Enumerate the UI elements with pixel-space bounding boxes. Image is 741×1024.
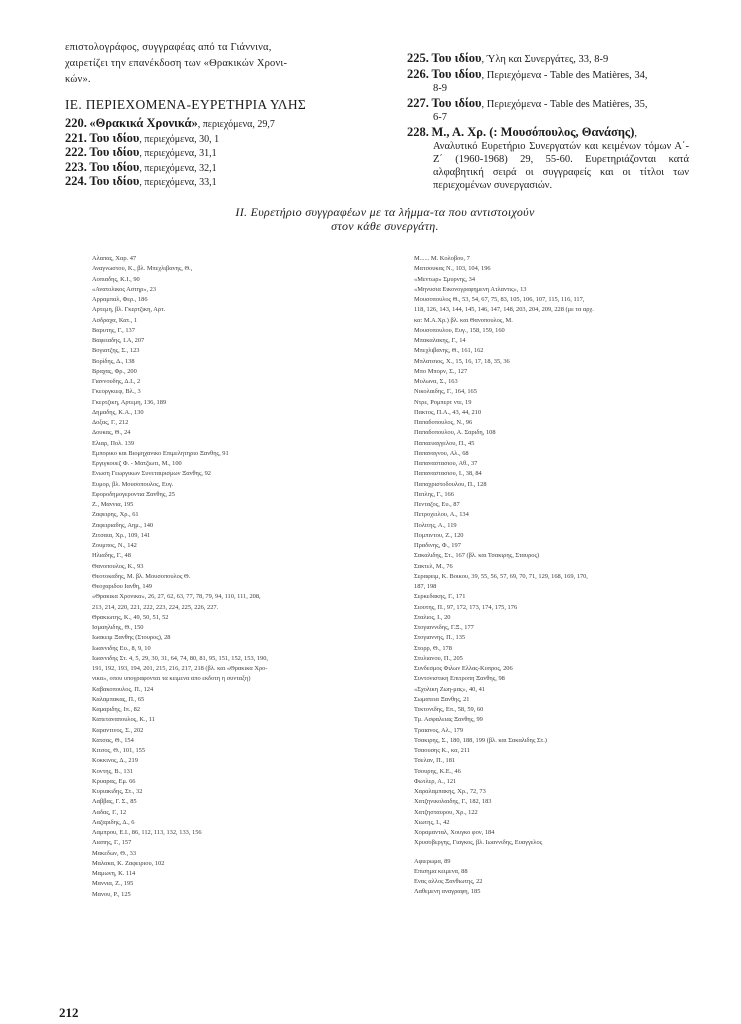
- index-entry: Χιωτης, Ι., 42: [414, 818, 450, 826]
- index-entry: Σταλιος, Ι., 20: [414, 613, 451, 621]
- index-entry: Βαρυτης, Γ., 137: [92, 326, 135, 334]
- index-entry: κα: Μ.Α.Χρ.) βλ. και Θανοπουλος, Μ.: [414, 316, 513, 324]
- entry-224: 224. Του ιδίου, περιεχόμενα, 33,1: [65, 174, 217, 188]
- index-entry: Παπαχριστοδουλου, Π., 128: [414, 480, 487, 488]
- index-entry: Κρυαρας, Εμ. 66: [92, 777, 136, 785]
- index-entry: Σιουτης, Π., 97, 172, 173, 174, 175, 176: [414, 603, 518, 611]
- index-entry: Κοντης, Β., 131: [92, 767, 133, 775]
- index-entry: νικα», οπου υπογραφονται τα κειμενα απο εκδοτη η συνταξη): [92, 675, 251, 683]
- index-entry: Λαζαριδης, Δ., 6: [92, 818, 135, 826]
- index-entry: Ισμαηλιδης, Θ., 150: [92, 624, 144, 631]
- index-entry: 191, 192, 193, 194, 201, 215, 216, 217, 218 (βλ. και «Θρακικα Χρο-: [92, 665, 268, 672]
- index-entry: Αρτεμη, βλ. Γκερτζικη, Αρτ.: [92, 306, 166, 314]
- index-entry: Ιωαννιδης Στ. 4, 5, 29, 30, 31, 64, 74, 80, 81, 95, 151, 152, 153, 190,: [92, 654, 269, 662]
- index-entry: Λιαπης, Γ., 157: [92, 839, 132, 847]
- index-entry: Χατζησταυρου, Χρ., 122: [414, 808, 478, 816]
- entry-227: 227. Του ιδίου, Περιεχόμενα - Table des Matières, 35, 6-7: [407, 96, 648, 123]
- index-entry: Καραντινος, Σ., 202: [92, 726, 144, 734]
- top-right-column: [407, 52, 689, 194]
- entry-222: 222. Του ιδίου, περιεχόμενα, 31,1: [65, 145, 217, 159]
- index-entry: Ζαφειριαδης, Αημ., 140: [92, 521, 154, 529]
- index-entry: Σεραφειμ, Κ. Βοικου, 39, 55, 56, 57, 69, 70, 71, 129, 168, 169, 170,: [414, 572, 588, 580]
- index-entry: Ελιαρ, Πολ. 139: [92, 439, 135, 447]
- index-entry: Πακτος, Π.Α., 43, 44, 210: [414, 408, 482, 416]
- index-entry: Πενταζος, Ευ., 87: [414, 501, 460, 508]
- index-entry: 187, 198: [414, 583, 437, 590]
- index-entry: Σερκεδακης, Γ., 171: [414, 593, 466, 601]
- intro-line: επιστολογράφος, συγγραφέας από τα Γιάννινα,: [65, 42, 272, 53]
- index-entry: Δημαδης, Κ.Α., 130: [92, 408, 144, 416]
- entry-228: 228. Μ., Α. Χρ. (: Μουσόπουλος, Θανάσης), Αναλυτικό Ευρετήριο Συνεργατών και κειμένων τόμων Α΄-Ζ΄ (1960-1968) 29, 55-60. Ευρετηριάζονται κατά αλφαβητική σειρά οι συγγραφείς και οι τίτλοι των περιεχομένων συνεργασιών.: [407, 125, 689, 191]
- index-entry: Ενας αλλος Ξανθιωτης, 22: [414, 878, 483, 885]
- index-entry: Αρραμπαλ, Φερ., 186: [92, 296, 148, 303]
- index-entry: Ζουμπος, Ν., 142: [92, 542, 137, 549]
- index-entry: Δοξας, Γ., 212: [92, 419, 129, 426]
- index-entry: Θρακιωτης, Κ., 49, 50, 51, 52: [92, 613, 169, 621]
- index-entry: Στυλιανου, Π., 205: [414, 654, 463, 662]
- index-entry: Μπο Μπορν, Σ., 127: [414, 367, 468, 375]
- index-entry: Μπεχλιβανης, Θ., 161, 162: [414, 347, 484, 355]
- intro-line: χαιρετίζει την επανέκδοση των «Θρακικών Χρονι-: [65, 58, 288, 69]
- index-entry: Ιωαννιδης Ευ., 8, 9, 10: [92, 644, 151, 652]
- index-entry: Αοπιαδης, Κ.Ι., 90: [92, 275, 140, 283]
- index-entry: Παπαναγνου, Αλ., 68: [414, 449, 469, 457]
- index-entry: Τσαουσης Κ., κα, 211: [414, 747, 470, 754]
- top-left-column: [65, 40, 365, 190]
- index-entry: Βορίδης, Δ., 138: [92, 357, 135, 365]
- index-entry: Καβακοπουλος, Π., 124: [92, 685, 154, 693]
- page-number: 212: [59, 1005, 79, 1020]
- index-entry: Γκεοργκιεφ, Βλ., 3: [92, 388, 141, 396]
- index-entry: Ιωακειμ Ξανθης (Στουρος), 28: [92, 634, 171, 642]
- index-entry: Καλαμπακας, Π., 65: [92, 695, 145, 703]
- index-entry: Λαββας, Γ. Σ., 85: [92, 798, 137, 806]
- section-heading: ΙΕ. ΠΕΡΙΕΧΟΜΕΝΑ-ΕΥΡΕΤΗΡΙΑ ΥΛΗΣ: [65, 97, 307, 112]
- index-entry: Χαραλαμπακης, Χρ., 72, 73: [414, 788, 486, 795]
- index-entry: Στορρ, Θ., 178: [414, 644, 452, 652]
- index-entry: Ζιτσαια, Χρ., 109, 141: [92, 531, 151, 539]
- index-entry: «Μεντωρ» Σμυρνης, 34: [414, 275, 476, 283]
- index-entry: Μαμωνη, Κ. 114: [92, 870, 136, 877]
- index-entry: Φωτλερ, Α., 121: [414, 777, 457, 785]
- index-entry: Κατσας, Θ., 154: [92, 736, 134, 744]
- index-entry: Βογιατζης, Σ., 123: [92, 347, 140, 355]
- index-entry: Μυλωνα, Σ., 163: [414, 378, 458, 385]
- index-entry: Λαμπρου, Ε.Ι., 86, 112, 113, 132, 133, 156: [92, 829, 202, 836]
- index-entry: Ζαφειρης, Χρ., 61: [92, 511, 139, 519]
- index-entry: Τσελαν, Π., 181: [414, 757, 456, 765]
- index-entry: 213, 214, 220, 221, 222, 223, 224, 225, 226, 227.: [92, 603, 219, 611]
- index-entry: Αλαπας, Χαρ. 47: [92, 255, 137, 262]
- index-entry: Βραχας, Φρ., 200: [92, 367, 137, 375]
- index-entry: Γκερτζικη, Αρτεμη, 136, 189: [92, 398, 167, 406]
- index-entry: Εργιγκουεζ Φ. - Ματζιωτι, Μ., 100: [92, 460, 182, 467]
- index-entry: Μακεδων, Θ., 33: [92, 849, 137, 857]
- index-entry: Εμπορικο και Βιομηχανικο Επιμελητηριο Ξανθης, 91: [92, 449, 229, 457]
- index-entry: Αφιερωμα, 89: [414, 857, 451, 865]
- index-gap: [414, 849, 704, 857]
- index-entry: Ευμορ, βλ. Μουσοπουλος, Ευγ.: [92, 480, 174, 488]
- index-entry: Τεκτονιδης, Επ., 58, 59, 60: [414, 706, 484, 713]
- entry-226: 226. Του ιδίου, Περιεχόμενα - Table des Matières, 34, 8-9: [407, 67, 648, 94]
- index-entry: Ηλιαδης, Γ., 48: [92, 552, 131, 560]
- index-entry: Βαφειαδης, Ι.Α, 207: [92, 337, 145, 344]
- index-entry: Παπαευαγγελου, Π., 45: [414, 439, 475, 447]
- index-entry: Χοραμανταλ, Χουγκο φον, 184: [414, 829, 495, 836]
- entry-220: 220. «Θρακικά Χρονικά», περιεχόμενα, 29,7: [65, 116, 275, 130]
- index-entry: Καπεταναπουλος, Κ., 11: [92, 716, 155, 724]
- index-entry: Θεοχαριδου Ιανθη, 149: [92, 583, 152, 590]
- index-entry: Χρυσοβεργης, Γιαγκος, βλ. Ιωαννιδης, Ευαγγελος: [414, 839, 543, 847]
- index-right-column: [414, 254, 704, 898]
- index-entry: Αναγνωστου, Κ., βλ. Μπεχλιβανης, Θ.,: [92, 265, 193, 273]
- entry-225: 225. Του ιδίου, Ύλη και Συνεργάτες, 33, 8-9: [407, 51, 609, 65]
- index-entry: Μ...... Μ. Κολοβου, 7: [414, 255, 470, 262]
- index-entry: 118, 126, 143, 144, 145, 146, 147, 148, 203, 204, 209, 228 (με τα αρχ.: [414, 306, 594, 314]
- index-entry: «Μηνυσια Εικονογραφημενη Ατλαντις», 13: [414, 285, 527, 293]
- index-entry: Μουσοπουλος Θ., 53, 54, 67, 75, 83, 105, 106, 107, 115, 116, 117,: [414, 296, 585, 303]
- index-entry: Παπαδοπουλος, Ν., 96: [414, 419, 473, 426]
- intro-line: κών».: [65, 74, 91, 85]
- intro-paragraph: [65, 40, 365, 88]
- entries-left-list: [65, 117, 365, 190]
- index-entry: Επισημα κειμενα, 88: [414, 867, 468, 875]
- index-entry: Καμαριδης, Ιπ., 82: [92, 706, 141, 713]
- index-entry: Στογιαννης, Π., 135: [414, 634, 466, 642]
- index-entry: Κιτσος, Θ., 101, 155: [92, 747, 146, 754]
- index-entry: Στογιαννιδης, Γ.Ξ., 177: [414, 624, 474, 631]
- index-entry: Μαλακα, Κ. Ζαφειριου, 102: [92, 859, 165, 867]
- index-entry: Πολιτης, Α., 119: [414, 521, 457, 529]
- index-entry: «Ανατολικος Αστηρ», 23: [92, 285, 157, 293]
- index-entry: Δουκας, Θ., 24: [92, 429, 131, 437]
- index-entry: Σακτελ, Μ., 76: [414, 562, 453, 570]
- index-entry: Τσακιρης, Σ., 180, 188, 199 (βλ. και Σακαλιδης Στ.): [414, 736, 547, 744]
- index-entry: «Σχολικη Ζωη-μας», 40, 41: [414, 685, 485, 693]
- index-entry: Παπαναστασιου, Ι., 38, 84: [414, 470, 482, 478]
- index-entry: Εφοροδημογεροντια Ξανθης, 25: [92, 490, 175, 498]
- index-entry: Θανοπουλος, Κ., 93: [92, 562, 144, 570]
- entry-221: 221. Του ιδίου, περιεχόμενα, 30, 1: [65, 130, 220, 145]
- index-entry: Συνδεσμος Φιλων Ελλας-Κυπρος, 206: [414, 665, 513, 672]
- index-entry: Μπακαλακης, Γ., 14: [414, 337, 466, 344]
- index-entry: Ντρε, Ρομπερτ ντε, 19: [414, 398, 472, 406]
- entry-223: 223. Του ιδίου, περιεχόμενα, 32,1: [65, 159, 217, 174]
- index-entry: Μπλατσιος, Χ., 15, 16, 17, 18, 35, 36: [414, 357, 510, 365]
- index-entry: Παπαναστασιου, Αθ., 37: [414, 460, 478, 467]
- index-entry: Πραδινης, Φ., 197: [414, 542, 461, 549]
- index-entry: Σωματεια Ξανθης, 21: [414, 695, 470, 703]
- index-entry: Μουσοπουλου, Ευγ., 158, 159, 160: [414, 326, 505, 334]
- index-entry: Ματσουκας Ν., 103, 104, 196: [414, 265, 491, 273]
- index-entry: Θεοτοκαδης, Μ. βλ. Μουσοπουλος Θ.: [92, 572, 191, 580]
- index-entry: Ενωση Γεωργικων Συνεταιρισμων Ξανθης, 92: [92, 470, 211, 478]
- index-entry: Ζ., Μαννια, 195: [92, 501, 134, 508]
- index-entry: Γιαννουδης, Δ.Ι., 2: [92, 378, 141, 385]
- index-entry: Πατλης, Γ., 166: [414, 490, 454, 498]
- index-entry: «Θρακικα Χρονικα», 26, 27, 62, 63, 77, 78, 79, 94, 110, 111, 208,: [92, 593, 261, 601]
- index-entry: Σακαλιδης, Στ., 167 (βλ. και Τσακιρης, Σταυρος): [414, 552, 540, 560]
- index-entry: Κυριακιδης, Στ., 32: [92, 788, 143, 795]
- index-entry: Νικολαιδης, Γ., 164, 165: [414, 388, 477, 396]
- index-entry: Τσουρης, Κ.Ε., 46: [414, 767, 461, 775]
- index-entry: Πετροχειλου, Α., 134: [414, 511, 469, 519]
- index-entry: Μαννια, Ζ., 195: [92, 880, 134, 888]
- index-entry: Συντονιστικη Επιτροπη Ξανθης, 98: [414, 675, 505, 683]
- index-entry: Παπαδοπουλου, Α. Σαριδη, 108: [414, 429, 496, 437]
- index-entry: Τραιανος, Αλ., 179: [414, 726, 464, 734]
- index-entry: Λαδας, Γ., 12: [92, 808, 127, 816]
- index-entry: Μανου, Ρ., 125: [92, 890, 131, 898]
- index-title: ΙΙ. Ευρετήριο συγγραφέων με τα λήμμα-τα που αντιστοιχούν στον κάθε συνεργάτη.: [235, 205, 535, 233]
- index-entry: Λαθεμενη αναγραφη, 185: [414, 888, 481, 896]
- index-entry: Κοκκινος, Δ., 219: [92, 757, 138, 765]
- index-entry: Χατζηνικολαιδης, Γ., 182, 183: [414, 798, 492, 806]
- index-left-column: [92, 254, 392, 900]
- index-entry: Τμ. Ασφαλειας Ξανθης, 99: [414, 716, 483, 724]
- index-entry: Ασδραχα, Κατ., 1: [92, 316, 138, 324]
- index-entry: Πομπιντου, Ζ., 120: [414, 531, 464, 539]
